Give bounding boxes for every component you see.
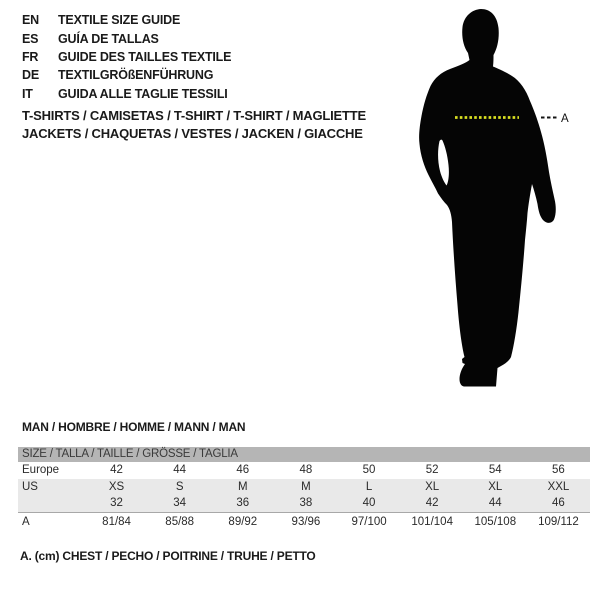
size-table xyxy=(18,447,590,531)
size-cell: 101/104 xyxy=(411,515,453,528)
section-title-man: MAN / HOMBRE / HOMME / MANN / MAN xyxy=(22,420,246,434)
size-cell: 44 xyxy=(488,497,502,509)
size-cell: 38 xyxy=(299,497,313,509)
language-row-de xyxy=(22,66,231,84)
footnote-chest-measurement: A. (cm) CHEST / PECHO / POITRINE / TRUHE / PETTO xyxy=(20,549,316,563)
garment-line-jackets: JACKETS / CHAQUETAS / VESTES / JACKEN / GIACCHE xyxy=(22,126,363,141)
measurement-a-label: A xyxy=(561,113,569,125)
size-cell: 93/96 xyxy=(291,515,321,528)
size-cell: 105/108 xyxy=(474,515,517,528)
size-table-header: SIZE / TALLA / TAILLE / GRÖSSE / TAGLIA xyxy=(18,447,590,462)
size-cell: 109/112 xyxy=(538,515,579,528)
garment-line-tshirts: T-SHIRTS / CAMISETAS / T-SHIRT / T-SHIRT / MAGLIETTE xyxy=(22,108,366,123)
language-label: GUÍA DE TALLAS xyxy=(58,31,159,46)
row-label: A xyxy=(22,515,30,528)
size-cell: 46 xyxy=(552,497,565,509)
man-silhouette xyxy=(419,9,556,387)
size-cell: 32 xyxy=(110,497,123,509)
size-cell: 44 xyxy=(173,464,187,477)
language-code: ES xyxy=(22,31,39,46)
size-cell: 54 xyxy=(488,464,502,477)
size-cell: XXL xyxy=(547,480,570,493)
language-code: FR xyxy=(22,49,39,64)
garment-types xyxy=(22,107,366,143)
size-cell: 42 xyxy=(110,464,123,477)
language-row-fr xyxy=(22,48,231,66)
language-code: DE xyxy=(22,68,39,83)
size-cell: 46 xyxy=(236,464,250,477)
size-cell: XL xyxy=(425,480,440,493)
size-cell: M xyxy=(238,480,248,493)
size-cell: M xyxy=(301,480,311,493)
size-cell: 42 xyxy=(425,497,439,509)
size-cell: L xyxy=(365,480,373,493)
size-cell: 97/100 xyxy=(351,515,387,528)
table-row-europe xyxy=(18,462,590,479)
language-row-es xyxy=(22,29,231,47)
table-row-us-numeric xyxy=(18,495,590,512)
row-label: US xyxy=(22,480,38,493)
table-row-chest-a xyxy=(18,513,590,531)
language-list xyxy=(22,11,231,103)
table-row-us xyxy=(18,479,590,495)
size-cell: 89/92 xyxy=(228,515,258,528)
size-cell: 50 xyxy=(362,464,376,477)
size-cell: 48 xyxy=(299,464,313,477)
size-cell: 56 xyxy=(552,464,565,477)
shaded-row-group xyxy=(18,479,590,513)
size-cell: XS xyxy=(108,480,125,493)
language-label: TEXTILGRÖßENFÜHRUNG xyxy=(58,68,214,83)
size-cell: 81/84 xyxy=(102,515,131,528)
language-code: EN xyxy=(22,13,39,28)
language-label: GUIDE DES TAILLES TEXTILE xyxy=(58,49,232,64)
size-cell: XL xyxy=(488,480,503,493)
size-cell: 40 xyxy=(362,497,376,509)
size-cell: 52 xyxy=(425,464,439,477)
size-cell: S xyxy=(175,480,184,493)
language-code: IT xyxy=(22,86,33,101)
row-label: Europe xyxy=(22,464,60,477)
size-cell: 85/88 xyxy=(165,515,195,528)
language-label: TEXTILE SIZE GUIDE xyxy=(58,13,181,28)
man-silhouette-figure xyxy=(405,0,580,400)
language-row-it xyxy=(22,85,231,103)
language-label: GUIDA ALLE TAGLIE TESSILI xyxy=(58,86,228,101)
language-row-en xyxy=(22,11,231,29)
size-cell: 34 xyxy=(173,497,187,509)
size-cell: 36 xyxy=(236,497,250,509)
